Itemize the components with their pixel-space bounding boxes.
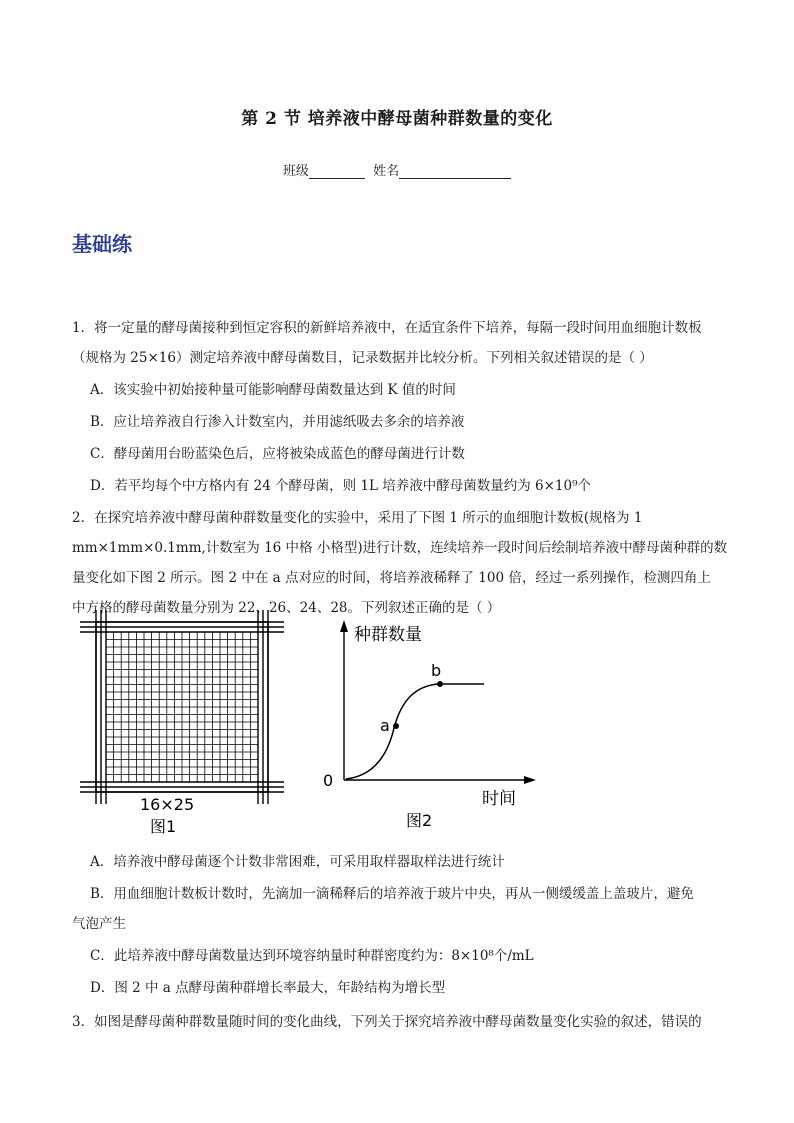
growth-curve xyxy=(346,684,484,779)
q2-option-c: C．此培养液中酵母菌数量达到环境容纳量时种群密度约为：8×10⁸个/mL xyxy=(90,948,534,964)
hemocytometer-grid-figure xyxy=(80,610,284,836)
q1-option-a: A．该实验中初始接种量可能影响酵母菌数量达到 K 值的时间 xyxy=(90,382,456,398)
q3-stem-line1: 3．如图是酵母菌种群数量随时间的变化曲线，下列关于探究培养液中酵母菌数量变化实验的叙述，错误的 xyxy=(72,1014,702,1030)
name-label: 姓名 xyxy=(373,164,400,179)
q1-option-b: B．应让培养液自行渗入计数室内，并用滤纸吸去多余的培养液 xyxy=(90,414,465,430)
q2-option-d: D．图 2 中 a 点酵母菌种群增长率最大，年龄结构为增长型 xyxy=(90,980,446,996)
fig1-caption: 图1 xyxy=(150,817,177,836)
q2-option-a: A．培养液中酵母菌逐个计数非常困难，可采用取样器取样法进行统计 xyxy=(90,854,505,870)
population-curve-figure xyxy=(323,620,536,830)
fig2-y-label: 种群数量 xyxy=(354,625,422,645)
fig1-grid-label: 16×25 xyxy=(140,795,195,814)
student-info-line xyxy=(0,160,794,179)
q2-stem-line4: 中方格的酵母菌数量分别为 22、26、24、28。下列叙述正确的是（ ） xyxy=(72,600,501,616)
y-axis-arrow xyxy=(340,620,348,632)
q1-stem-line2: （规格为 25×16）测定培养液中酵母菌数目，记录数据并比较分析。下列相关叙述错误的是（ ） xyxy=(72,350,653,366)
q2-stem-line2: mm×1mm×0.1mm,计数室为 16 中格 小格型)进行计数，连续培养一段时间后绘制培养液中酵母菌种群的数 xyxy=(72,540,728,556)
class-label: 班级 xyxy=(282,164,309,179)
point-b-marker xyxy=(437,681,443,687)
q1-option-d: D．若平均每个中方格内有 24 个酵母菌，则 1L 培养液中酵母菌数量约为 6×10⁹个 xyxy=(90,478,592,494)
fig2-x-label: 时间 xyxy=(482,789,516,809)
fig2-caption: 图2 xyxy=(406,811,433,830)
q2-stem-line3: 量变化如下图 2 所示。图 2 中在 a 点对应的时间，将培养液稀释了 100 倍，经过一系列操作，检测四角上 xyxy=(72,570,711,586)
q2-option-b: B．用血细胞计数板计数时，先滴加一滴稀释后的培养液于玻片中央，再从一侧缓缓盖上盖玻片，避免 xyxy=(90,886,694,902)
q1-option-c: C．酵母菌用台盼蓝染色后，应将被染成蓝色的酵母菌进行计数 xyxy=(90,446,465,462)
q2-figures xyxy=(72,608,552,838)
fig2-point-b-label: b xyxy=(431,661,442,680)
name-blank[interactable] xyxy=(399,164,511,179)
section-heading: 基础练 xyxy=(72,232,132,256)
page-title: 第 2 节 培养液中酵母菌种群数量的变化 xyxy=(241,109,553,129)
fig2-origin: 0 xyxy=(323,771,334,790)
q2-option-b-continued: 气泡产生 xyxy=(72,916,126,932)
figures-svg xyxy=(72,608,552,838)
q2-stem-line1: 2．在探究培养液中酵母菌种群数量变化的实验中，采用了下图 1 所示的血细胞计数板(规格为 1 xyxy=(72,510,643,526)
class-blank[interactable] xyxy=(309,164,365,179)
point-a-marker xyxy=(393,723,399,729)
fig2-point-a-label: a xyxy=(380,716,390,735)
q1-stem-line1: 1．将一定量的酵母菌接种到恒定容积的新鲜培养液中，在适宜条件下培养，每隔一段时间用血细胞计数板 xyxy=(72,320,702,336)
x-axis-arrow xyxy=(524,776,536,784)
